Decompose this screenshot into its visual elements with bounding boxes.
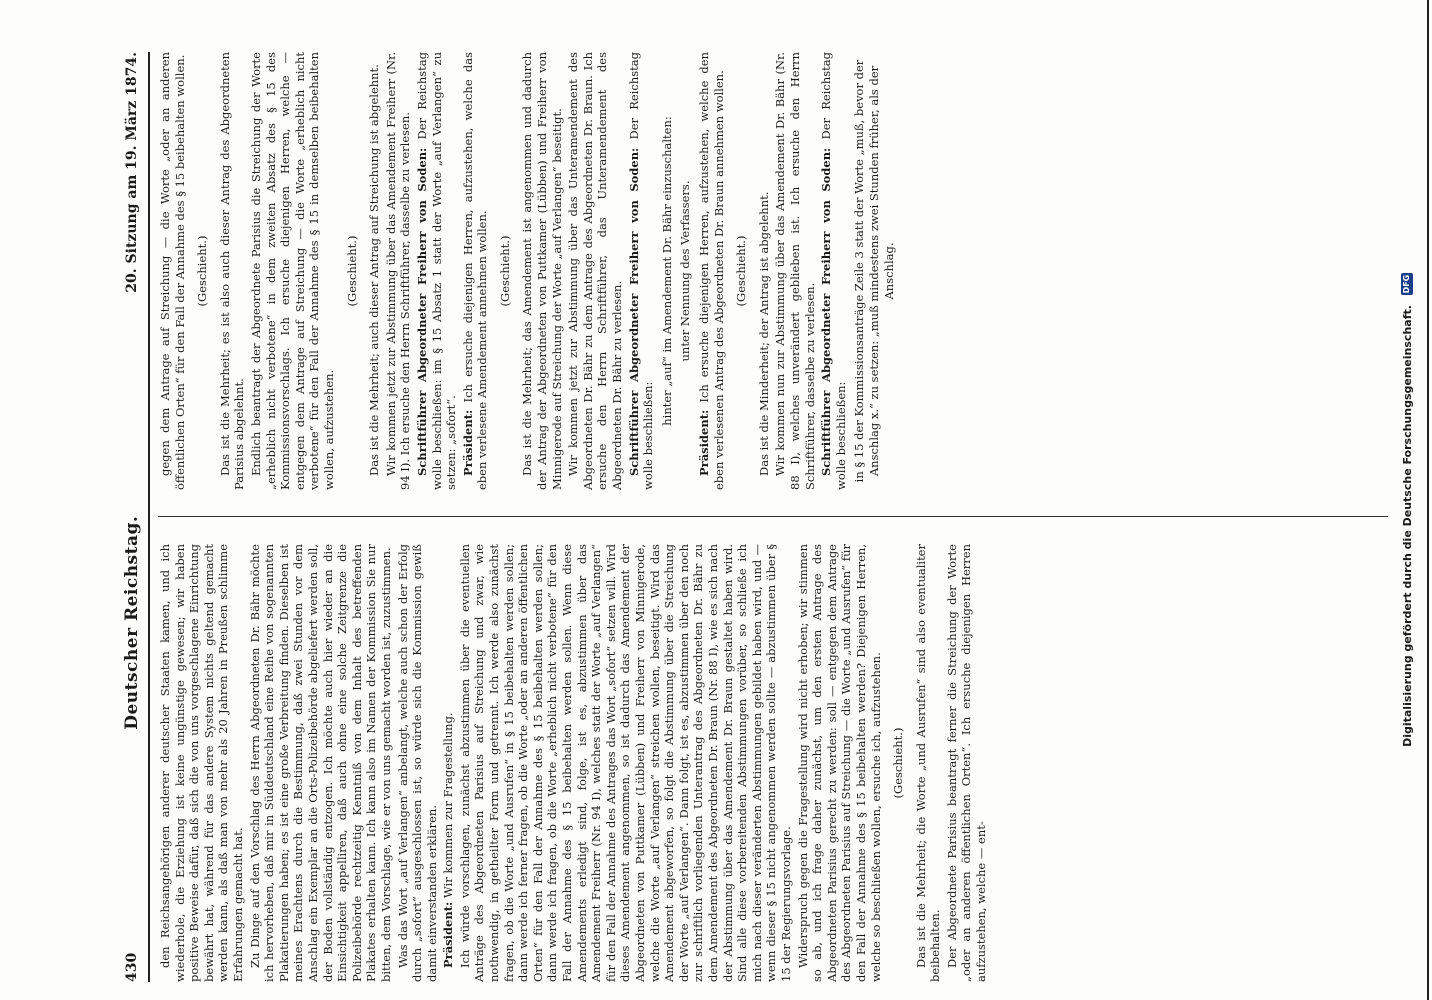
paragraph: Was das Wort „auf Verlangen“ anbelangt, welche auch schon der Erfolg durch „sofort“ ausgeschlossen ist, so würde sich die Kommission gewiß damit einverstanden erklären. — [395, 544, 439, 982]
speech-text: Der Reichstag wolle beschließen: — [626, 52, 656, 490]
session-line: 20. Sitzung am 19. März 1874. — [124, 52, 140, 293]
paragraph: Endlich beantragt der Abgeordnete Parisius die Streichung der Worte „erheblich nicht verbotene“ in dem zweiten Absatz des § 15 des Kommissionsvorschlags. Ich ersuche diejenigen Herren, welche — entgegen dem Antrage auf Streichung — die Worte „erheblich nicht verbotene“ für den Fall der Annahme des § 15 in demselben beibehalten wollen, aufzustehen. — [248, 52, 336, 490]
scan-edge-right — [1427, 0, 1429, 1000]
speaker-paragraph — [415, 52, 459, 490]
paragraph: Der Abgeordnete Parisius beantragt ferner die Streichung der Worte „oder an anderen öffentlichen Orten“. Ich ersuche diejenigen Herren aufzustehen, welche — ent- — [944, 544, 989, 982]
speech-text: Wir kommen zur Fragestellung. — [441, 712, 456, 899]
paragraph: Ich würde vorschlagen, zunächst abzustimmen über die eventuellen Anträge des Abgeordneten Parisius auf Streichung und zwar, wie nothwendig, in getheilter Form und getrennt. Ich werde also zunächst fragen, ob die Worte „und Ausrufen“ in § 15 beibehalten werden sollen; dann werde ich ferner fragen, ob die Worte „oder an anderen öffentlichen Orten“ für den Fall der Annahme des § 15 beibehalten werden sollen; dann werde ich fragen, ob die Worte „erheblich nicht verbotene“ für den Fall der Annahme des § 15 beibehalten werden sollen. Wenn diese Amendements erledigt sind, folge, ist es, abzustimmen über das Amendement Freiherr (Nr. 94 I), welches statt der Worte „auf Verlangen“ für den Fall der Annahme des Antrages das Wort „sofort“ setzen will. Wird dieses Amendement angenommen, so ist dadurch das Amendement der Abgeordneten von Puttkamer (Lübben) und Freiherr von Minnigerode, welche die Worte „auf Verlangen“ streichen wollen, beseitigt. Wird das Amendement abgeworfen, so folgt die Abstimmung über die Streichung der Worte „auf Verlangen“. Dann folgt, ist es, abzustimmen über den noch zur schriftlich vorliegenden Unterantrag des Abgeordneten Dr. Bähr zu dem Amendement des Abgeordneten Dr. Braun (Nr. 88 I), wie es sich nach der Abstimmung über das Amendement Dr. Braun gestaltet haben wird. Sind alle diese vorbereitenden Abstimmungen vorüber, so schließe ich mich nach dieser veränderten Abstimmungen gebildet haben wird, und — wenn dieser § 15 nicht angenommen werden sollte — abzustimmen über § 15 der Regierungsvorlage. — [457, 544, 793, 982]
left-column — [158, 544, 991, 982]
rotated-page — [80, 0, 1432, 1000]
quoted-motion: unter Nennung des Verfassers. — [678, 180, 693, 362]
stage-direction: (Geschieht.) — [734, 235, 749, 307]
speaker-paragraph — [441, 544, 456, 982]
paragraph: Das ist die Mehrheit; es ist also auch dieser Antrag des Abgeordneten Parisius abgelehnt. — [217, 52, 247, 490]
footer — [1398, 20, 1416, 1000]
column-divider — [158, 516, 1388, 517]
dfg-logo: DFG — [1402, 274, 1411, 294]
paragraph: Das ist die Mehrheit; die Worte „und Ausrufen“ sind also eventualiter beibehalten. — [913, 544, 943, 982]
right-column — [158, 52, 900, 490]
paragraph: Wir kommen nun zur Abstimmung über das Amendement Dr. Bähr (Nr. 88 I), welches unverändert geblieben ist. Ich ersuche den Herrn Schriftführer, dasselbe zu verlesen. — [773, 52, 817, 490]
paragraph: Wir kommen jetzt zur Abstimmung über das Amendement Freiherr (Nr. 94 I). Ich ersuche den Herrn Schriftführer, dasselbe zu verlesen. — [383, 52, 413, 490]
paragraph: gegen dem Antrage auf Streichung — die Worte „oder an anderen öffentlichen Orten“ für den Fall der Annahme des § 15 beibehalten wollen. — [158, 52, 187, 490]
paragraph: Das ist die Mehrheit; das Amendement ist angenommen und dadurch der Antrag der Abgeordneten von Puttkamer (Lübben) und Freiherr von Minnigerode auf Streichung der Worte „auf Verlangen“ beseitigt. — [520, 52, 564, 490]
speaker-name: Schriftführer Abgeordneter Freiherr von Soden: — [819, 147, 834, 476]
quoted-motion: hinter „auf“ im Amendement Dr. Bähr einzuschalten: — [659, 116, 674, 426]
paragraph: den Reichsangehörigen anderer deutscher Staaten kamen, und ich wiederhole, die Erziehung ist keine ungünstige gewesen; wir haben positive Beweise dafür, daß sich die von uns vorgeschlagene Einrichtung bewährt hat, während für das andere System nichts geltend gemacht werden kann, als daß man von mehr als 20 Jahren in Preußen schlimme Erfahrungen gemacht hat. — [158, 544, 245, 982]
paragraph: Widerspruch gegen die Fragestellung wird nicht erhoben; wir stimmen so ab, und ich frage daher zunächst, um den ersten Antrage des Abgeordneten Parisius gerecht zu werden: soll — entgegen dem Antrage des Abgeordneten Parisius auf Streichung — die Worte „und Ausrufen“ für den Fall der Annahme des § 15 beibehalten werden? Diejenigen Herren, welche so beschließen wollen, ersuche ich, aufzustehen. — [795, 544, 883, 982]
page-title: Deutscher Reichstag. — [122, 515, 142, 730]
footer-text: Digitalisierung gefördert durch die Deutsche Forschungsgemeinschaft. — [1400, 305, 1414, 747]
paragraph: Das ist die Mehrheit; auch dieser Antrag auf Streichung ist abgelehnt. — [367, 64, 382, 476]
speech-text: Ich ersuche diejenigen Herren, aufzustehen, welche das eben verlesene Amendement annehmen wollen. — [460, 52, 490, 490]
paragraph: Zu Dinge auf den Vorschlag des Herrn Abgeordneten Dr. Bähr möchte ich hervorheben, daß mir in Süddeutschland eine Reihe von sogenannten Plakatierungen haben; es ist eine große Verbreitung finden. Dieselben ist meines Erachtens durch die Bestimmung, daß zwei Stunden vor dem Anschlag ein Exemplar an die Orts-Polizeibehörde abgeliefert werden soll, der Boden vollständig entzogen. Ich möchte auch hier wieder an die Einsichtigkeit appelliren, daß auch ohne eine solche Zeitgrenze die Polizeibehörde rechtzeitig Kenntniß von dem Inhalt des betreffenden Plakates erhalten kann. Ich kann also im Namen der Kommission Sie nur bitten, dem Vorschlage, wie er von uns gemacht worden ist, zuzustimmen. — [247, 544, 393, 982]
stage-direction: (Geschieht.) — [344, 235, 359, 307]
speaker-name: Schriftführer Abgeordneter Freiherr von Soden: — [626, 147, 641, 476]
speaker-paragraph — [819, 52, 848, 490]
paragraph: Wir kommen jetzt zur Abstimmung über das Unteramendement des Abgeordneten Dr. Bähr zu dem Antrage des Abgeordneten Dr. Braun. Ich ersuche den Herrn Schriftführer, das Unteramendement des Abgeordneten Dr. Bähr zu verlesen. — [566, 52, 625, 490]
quoted-motion: in § 15 der Kommissionsanträge Zeile 3 statt der Worte „muß, bevor der Anschlag x.“ zu setzen: „muß mindestens zwei Stunden früher, als der Anschlag. — [852, 59, 896, 483]
stage-direction: (Geschieht.) — [497, 235, 512, 307]
document-page — [80, 0, 1432, 1000]
header-rule — [148, 52, 150, 982]
speaker-name: Präsident: — [460, 409, 475, 476]
speaker-name: Präsident: — [441, 901, 456, 968]
page-header — [120, 52, 144, 982]
speech-text: Der Reichstag wolle beschließen: — [819, 52, 848, 490]
speaker-name: Schriftführer Abgeordneter Freiherr von Soden: — [414, 147, 429, 476]
speech-text: Ich ersuche diejenigen Herren, aufzustehen, welche den eben verlesenen Antrag des Abgeordneten Dr. Braun annehmen wollen. — [697, 51, 726, 490]
speaker-paragraph — [627, 52, 656, 490]
speaker-paragraph — [697, 52, 726, 490]
speaker-name: Präsident: — [697, 409, 711, 476]
speaker-paragraph — [461, 52, 490, 490]
paragraph: Das ist die Minderheit; der Antrag ist abgelehnt. — [756, 191, 771, 476]
page-number: 430 — [124, 952, 140, 982]
stage-direction: (Geschieht.) — [195, 235, 210, 307]
speech-text: Der Reichstag wolle beschließen: im § 15 Absatz 1 statt der Worte „auf Verlangen“ zu setzen: „sofort“. — [414, 52, 459, 490]
stage-direction: (Geschieht.) — [891, 727, 906, 799]
